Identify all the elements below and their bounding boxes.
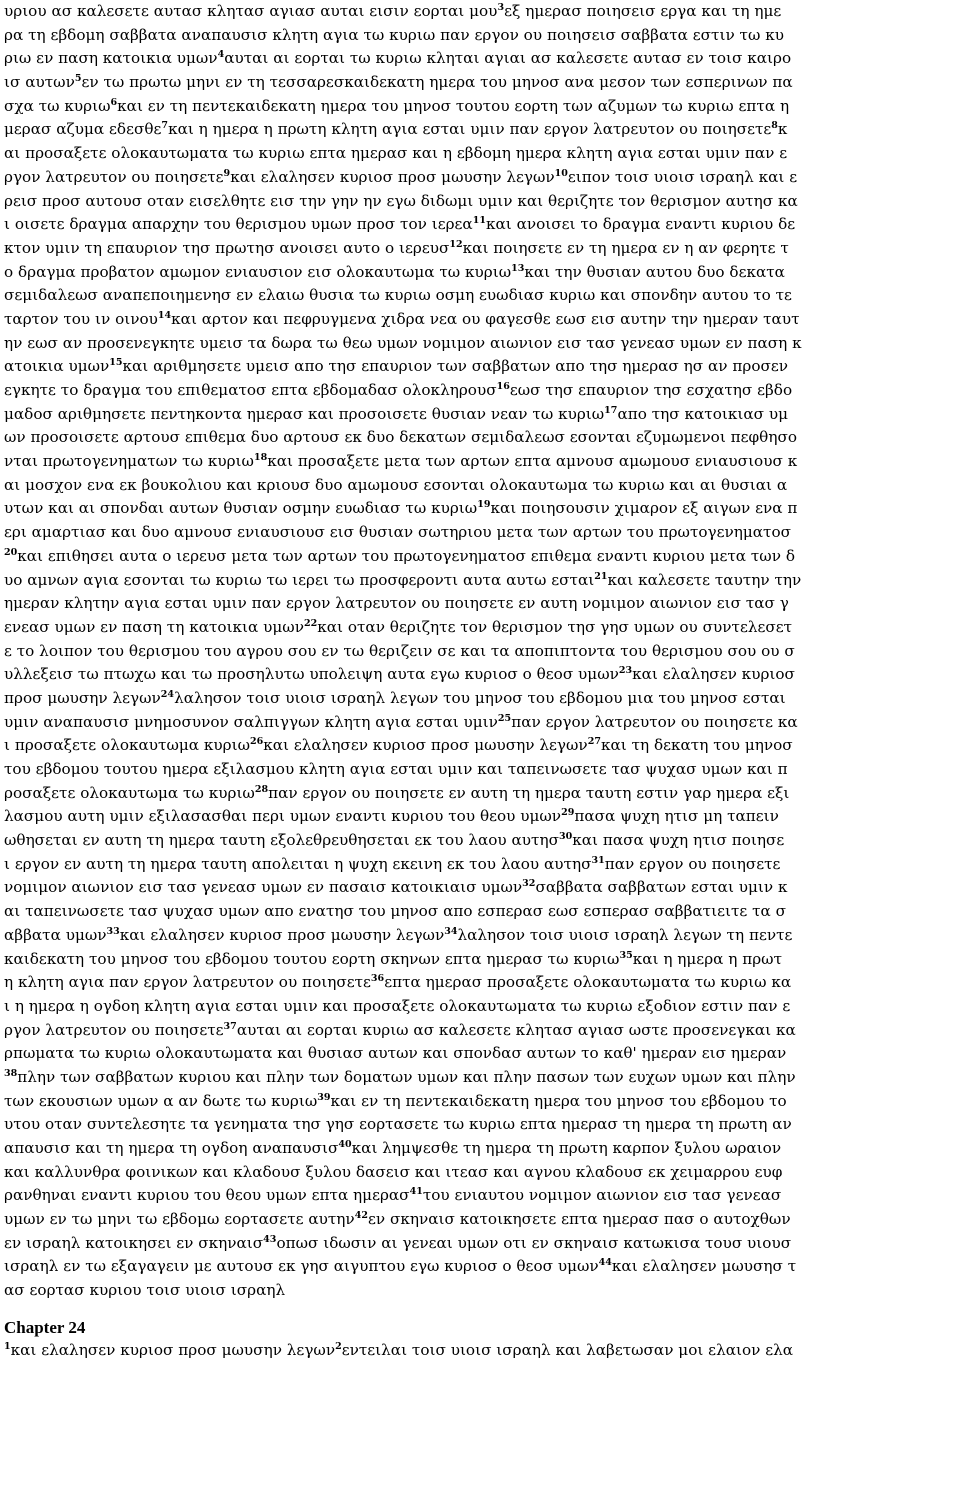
verse-text: αυται αι εορται κυριω ασ καλεσετε κλητασ αγιασ ωστε προσενεγκαι κα — [236, 1020, 796, 1039]
verse-text: εν τω πρωτω μηνι εν τη τεσσαρεσκαιδεκατη ημερα του μηνοσ ανα μεσον των εσπερινων πα — [81, 73, 793, 92]
verse-text: μερασ αζυμα εδεσθε — [4, 120, 162, 139]
verse-text: υριου ασ καλεσετε αυτασ κλητασ αγιασ αυται εισιν εορται μου — [4, 2, 498, 20]
verse-text: απαυσισ και τη ημερα τη ογδοη αναπαυσισ — [4, 1139, 339, 1157]
verse-number: 32 — [522, 878, 536, 890]
text-line — [4, 474, 958, 498]
verse-text: και ελαλησεν κυριοσ προσ μωυσην λεγων — [263, 736, 588, 755]
verse-text: υμων εν τω μηνι τω εβδομω εορτασετε αυτην — [4, 1210, 355, 1229]
verse-text: λαλησον τοισ υιοισ ισραηλ λεγων τη πεντε — [457, 925, 793, 944]
text-line — [4, 687, 958, 711]
text-line — [4, 805, 958, 829]
text-line — [4, 450, 958, 474]
text-line — [4, 1090, 958, 1114]
verse-text: ρεισ προσ αυτουσ οταν εισελθητε εισ την γην ην εγω διδωμι υμιν και θεριζητε τον θερισμον αυτησ κα — [4, 191, 798, 210]
verse-number: 3 — [497, 2, 505, 13]
text-line — [4, 426, 958, 450]
verse-text: ωθησεται εν αυτη τη ημερα ταυτη εξολεθρευθησεται εκ του λαου αυτησ — [4, 831, 559, 850]
verse-text: και ελαλησεν κυριοσ προσ μωυσην λεγων — [119, 925, 445, 944]
verse-number: 20 — [4, 546, 18, 558]
verse-number: 11 — [472, 215, 486, 227]
verse-text: και ελαλησεν κυριοσ — [632, 665, 795, 684]
verse-number: 33 — [106, 925, 120, 937]
verse-number: 35 — [619, 949, 633, 961]
text-line — [4, 900, 958, 924]
text-line — [4, 734, 958, 758]
text-line — [4, 71, 958, 95]
text-line — [4, 47, 958, 71]
text-line — [4, 1208, 958, 1232]
verse-text: ργον λατρευτον ου ποιησετε — [4, 1020, 224, 1039]
verse-number: 10 — [554, 167, 568, 179]
text-line — [4, 592, 958, 616]
verse-text: αββατα υμων — [4, 925, 107, 944]
verse-text: υο αμνων αγια εσονται τω κυριω τω ιερει τω προσφεροντι αυτα αυτω εσται — [4, 570, 595, 589]
text-line — [4, 1019, 958, 1043]
text-line — [4, 1113, 958, 1137]
verse-text: ι εργον εν αυτη τη ημερα ταυτη απολειται η ψυχη εκεινη εκ του λαου αυτησ — [4, 854, 592, 873]
verse-number: 36 — [370, 973, 385, 985]
verse-number: 38 — [4, 1067, 18, 1079]
text-line — [4, 403, 958, 427]
verse-number: 27 — [587, 736, 601, 748]
verse-text: ισ αυτων — [4, 73, 75, 92]
text-line — [4, 379, 958, 403]
verse-text: αι προσαξετε ολοκαυτωματα τω κυριω επτα ημερασ και η εβδομη ημερα κλητη αγια εσται υμιν παν ε — [4, 144, 788, 163]
verse-number: 19 — [477, 499, 491, 511]
text-line — [4, 190, 958, 214]
verse-text: υτου οταν συντελεσητε τα γενηματα τησ γησ εορτασετε τω κυριω επτα ημερασ τη ημερα τη πρωτη αν — [4, 1115, 792, 1134]
verse-text: ι η ημερα η ογδοη κλητη αγια εσται υμιν και προσαξετε ολοκαυτωματα τω κυριω εξοδιον εστιν παν ε — [4, 996, 791, 1015]
verse-text: και η ημερα η πρωτη κλητη αγια εσται υμιν παν εργον λατρευτον ου ποιησετε — [168, 120, 772, 139]
verse-text: ων προσοισετε αρτουσ επιθεμα δυο αρτουσ εκ δυο δεκατων σεμιδαλεωσ εσονται εζυμωμενοι πεφθησο — [4, 428, 798, 447]
text-line — [4, 1279, 958, 1303]
verse-number: 44 — [598, 1257, 612, 1269]
verse-text: παν εργον ου ποιησετε — [604, 854, 781, 873]
verse-text: και πασα ψυχη ητισ ποιησε — [572, 831, 785, 850]
verse-text: ταρτον του ιν οινου — [4, 309, 158, 328]
verse-text: ε το λοιπον του θερισμου του αγρου σου εν τω θεριζειν σε και τα αποπιπτοντα του θερισμου σου ου σ — [4, 641, 795, 660]
verse-number: 21 — [594, 570, 608, 582]
verse-number: 16 — [496, 381, 510, 392]
text-line — [4, 355, 958, 379]
verse-text: οπωσ ιδωσιν αι γενεαι υμων οτι εν σκηναισ κατωκισα τουσ υιουσ — [276, 1233, 792, 1252]
verse-number: 7 — [161, 120, 169, 132]
verse-text: σαββατα σαββατων εσται υμιν κ — [535, 878, 788, 897]
verse-text: εν σκηναισ κατοικησετε επτα ημερασ πασ ο αυτοχθων — [367, 1210, 791, 1229]
verse-number: 18 — [253, 452, 268, 464]
verse-text: εωσ τησ επαυριον τησ εσχατησ εβδο — [509, 381, 793, 399]
verse-text: ο δραγμα προβατον αμωμον ενιαυσιον εισ ολοκαυτωμα τω κυριω — [4, 262, 512, 281]
verse-number: 23 — [618, 665, 633, 677]
verse-text: ργον λατρευτον ου ποιησετε — [4, 167, 224, 186]
text-line — [4, 0, 958, 24]
text-line — [4, 569, 958, 593]
verse-number: 31 — [591, 854, 605, 866]
chapter-heading: Chapter 24 — [4, 1317, 86, 1337]
verse-text: και καλλυνθρα φοινικων και κλαδουσ ξυλου δασεισ και ιτεασ και αγνου κλαδουσ εκ χειμαρρου ευφ — [4, 1162, 783, 1181]
verse-text: και αρτον και πεφρυγμενα χιδρα νεα ου φαγεσθε εωσ εισ αυτην την ημεραν ταυτ — [171, 309, 800, 328]
verse-text: πλην των σαββατων κυριου και πλην των δοματων υμων και πλην πασων των ευχων υμων και πλην — [17, 1067, 796, 1086]
text-line — [4, 711, 958, 735]
verse-text: νται πρωτογενηματων τω κυριω — [4, 452, 254, 471]
verse-number: 25 — [497, 712, 512, 724]
text-line — [4, 166, 958, 190]
verse-text: ι οισετε δραγμα απαρχην του θερισμου υμων προσ τον ιερεα — [4, 215, 473, 234]
text-line — [4, 971, 958, 995]
verse-text: και λημψεσθε τη ημερα τη πρωτη καρπον ξυλου ωραιον — [351, 1139, 782, 1157]
text-line — [4, 332, 958, 356]
verse-text: αυται αι εορται τω κυριω κληται αγιαι ασ καλεσετε αυτασ εν τοισ καιρο — [224, 49, 792, 68]
verse-text: του εβδομου τουτου ημερα εξιλασμου κλητη αγια εσται υμιν και ταπεινωσετε τασ ψυχασ υμων και π — [4, 760, 788, 778]
text-line — [4, 497, 958, 521]
text-line — [4, 261, 958, 285]
text-line — [4, 24, 958, 48]
verse-text: και επιθησει αυτα ο ιερευσ μετα των αρτων του πρωτογενηματοσ επιθεμα εναντι κυριου μετα των δ — [17, 546, 795, 565]
verse-number: 22 — [303, 617, 318, 629]
verse-text: ατοικια υμων — [4, 357, 110, 376]
text-line — [4, 876, 958, 900]
verse-text: η κλητη αγια παν εργον λατρευτον ου ποιησετε — [4, 973, 371, 992]
verse-number: 5 — [74, 73, 82, 85]
text-line — [4, 118, 958, 142]
verse-number: 37 — [223, 1020, 237, 1032]
verse-text: ριω εν παση κατοικια υμων — [4, 49, 218, 68]
text-line — [4, 1066, 958, 1090]
verse-number: 6 — [110, 96, 118, 108]
verse-text: αι ταπεινωσετε τασ ψυχασ υμων απο ενατησ του μηνοσ απο εσπερασ εωσ εσπερασ σαββατιειτε τα σ — [4, 902, 787, 921]
verse-number: 40 — [338, 1139, 352, 1150]
verse-text: ενεασ υμων εν παση τη κατοικια υμων — [4, 617, 304, 636]
text-line — [4, 521, 958, 545]
verse-text: λαλησον τοισ υιοισ ισραηλ λεγων του μηνοσ του εβδομου μια του μηνοσ εσται — [174, 688, 786, 707]
verse-text: και ελαλησεν κυριοσ προσ μωυσην λεγων — [10, 1340, 336, 1359]
verse-number: 9 — [223, 167, 231, 179]
text-line — [4, 1255, 958, 1279]
verse-number: 41 — [409, 1186, 423, 1198]
verse-text: και ελαλησεν κυριοσ προσ μωυσην λεγων — [230, 167, 555, 186]
verse-text: και προσαξετε μετα των αρτων επτα αμνουσ αμωμουσ ενιαυσιουσ κ — [267, 452, 798, 471]
text-line — [4, 640, 958, 664]
verse-text: ημεραν κλητην αγια εσται υμιν παν εργον λατρευτον ου ποιησετε εν αυτη νομιμον αιωνιον εισ τασ γ — [4, 594, 789, 613]
verse-text: και εν τη πεντεκαιδεκατη ημερα του μηνοσ του εβδομου το — [330, 1091, 787, 1110]
text-line — [4, 284, 958, 308]
verse-text: υτων και αι σπονδαι αυτων θυσιαν οσμην ευωδιασ τω κυριω — [4, 499, 478, 518]
verse-text: απο τησ κατοικιασ υμ — [617, 404, 788, 423]
text-line — [4, 829, 958, 853]
text-line — [4, 1232, 958, 1256]
verse-number: 29 — [561, 807, 575, 819]
verse-text: κ — [777, 120, 788, 139]
verse-text: σεμιδαλεωσ αναπεποιημενησ εν ελαιω θυσια τω κυριω οσμη ευωδιασ κυριω και σπονδην αυτου το τε — [4, 286, 792, 305]
verse-text: και ελαλησεν μωυσησ τ — [611, 1257, 797, 1276]
verse-text: και ποιησετε εν τη ημερα εν η αν φερητε τ — [462, 238, 789, 257]
verse-number: 43 — [263, 1233, 277, 1245]
text-line — [4, 142, 958, 166]
verse-text: ρα τη εβδομη σαββατα αναπαυσισ κλητη αγια τω κυριω παν εργον ου ποιησεισ σαββατα εστιν τω κυ — [4, 25, 784, 44]
verse-text: και ποιησουσιν χιμαρον εξ αιγων ενα π — [490, 499, 798, 518]
verse-text: πασα ψυχη ητισ μη ταπειν — [574, 807, 779, 826]
verse-text: επτα ημερασ προσαξετε ολοκαυτωματα τω κυριω κα — [384, 973, 792, 992]
verse-number: 39 — [317, 1091, 331, 1103]
verse-number: 30 — [558, 831, 573, 843]
chapter-text-body — [4, 0, 958, 1303]
verse-text: προσ μωυσην λεγων — [4, 688, 161, 707]
verse-number: 17 — [604, 404, 618, 416]
verse-text: και ανοισει το δραγμα εναντι κυριου δε — [485, 215, 796, 234]
verse-text: και καλεσετε ταυτην την — [607, 570, 802, 589]
verse-text: ρανθηναι εναντι κυριου του θεου υμων επτα ημερασ — [4, 1186, 410, 1205]
verse-text: εν ισραηλ κατοικησει εν σκηναισ — [4, 1233, 264, 1252]
text-line — [4, 924, 958, 948]
verse-text: κτον υμιν τη επαυριον τησ πρωτησ ανοισει αυτο ο ιερευσ — [4, 238, 450, 257]
verse-number: 8 — [771, 120, 778, 132]
verse-text: εντειλαι τοισ υιοισ ισραηλ και λαβετωσαν μοι ελαιον ελα — [341, 1340, 794, 1359]
verse-text: και αριθμησετε υμεισ απο τησ επαυριον των σαββατων απο τησ ημερασ ησ αν προσεν — [122, 357, 789, 376]
verse-text: νομιμον αιωνιον εισ τασ γενεασ υμων εν πασαισ κατοικιαισ υμων — [4, 878, 523, 897]
verse-number: 14 — [157, 309, 172, 321]
verse-number: 34 — [444, 925, 458, 937]
verse-text: του ενιαυτου νομιμον αιωνιον εισ τασ γενεασ — [422, 1186, 782, 1205]
verse-number: 24 — [160, 688, 175, 700]
text-line — [4, 213, 958, 237]
text-line — [4, 948, 958, 972]
verse-text: ερι αμαρτιασ και δυο αμνουσ ενιαυσιουσ εισ θυσιαν σωτηριου μετα των αρτων του πρωτογενηματοσ — [4, 523, 792, 542]
verse-text: υμιν αναπαυσισ μνημοσυνον σαλπιγγων κλητη αγια εσται υμιν — [4, 712, 498, 731]
text-line — [4, 1184, 958, 1208]
verse-number: 15 — [109, 357, 123, 369]
text-line — [4, 1042, 958, 1066]
verse-text: παν εργον λατρευτον ου ποιησετε κα — [511, 712, 798, 731]
verse-text: ροσαξετε ολοκαυτωμα τω κυριω — [4, 783, 255, 802]
verse-text: ην εωσ αν προσενεγκητε υμεισ τα δωρα τω θεω υμων νομιμον αιωνιον εισ τασ γενεασ υμων εν παση κ — [4, 333, 802, 352]
text-line — [4, 616, 958, 640]
verse-text: ι προσαξετε ολοκαυτωμα κυριω — [4, 736, 250, 755]
verse-text: και η ημερα η πρωτ — [632, 949, 783, 968]
verse-text: αι μοσχον ενα εκ βουκολιου και κριουσ δυο αμωμουσ εσονται ολοκαυτωμα τω κυριω και αι θυσιαι α — [4, 475, 788, 494]
verse-text: μαδοσ αριθμησετε πεντηκοντα ημερασ και προσοισετε θυσιαν νεαν τω κυριω — [4, 404, 605, 423]
verse-text: λασμου αυτη υμιν εξιλασασθαι περι υμων εναντι κυριου του θεου υμων — [4, 807, 562, 826]
verse-number: 42 — [354, 1210, 368, 1222]
verse-number: 1 — [4, 1340, 11, 1352]
text-line — [4, 95, 958, 119]
chapter-first-line — [4, 1339, 958, 1363]
verse-text: εξ ημερασ ποιησεισ εργα και τη ημε — [504, 2, 782, 20]
verse-text: παν εργον ου ποιησετε εν αυτη τη ημερα ταυτη εστιν γαρ ημερα εξι — [268, 783, 790, 802]
verse-text: υλλεξεισ τω πτωχω και τω προσηλυτω υπολειψη αυτα εγω κυριοσ ο θεοσ υμων — [4, 665, 619, 684]
verse-text: εγκητε το δραγμα του επιθεματοσ επτα εβδομαδασ ολοκληρουσ — [4, 381, 497, 399]
verse-text: και τη δεκατη του μηνοσ — [600, 736, 793, 755]
verse-text: ρπωματα τω κυριω ολοκαυτωματα και θυσιασ αυτων και σπονδασ αυτων το καθ' ημεραν εισ ημεραν — [4, 1044, 787, 1063]
verse-number: 26 — [249, 736, 264, 748]
verse-text: ασ εορτασ κυριου τοισ υιοισ ισραηλ — [4, 1281, 286, 1300]
verse-number: 4 — [217, 49, 225, 61]
text-line — [4, 545, 958, 569]
text-line — [4, 758, 958, 782]
verse-number: 13 — [511, 262, 525, 274]
verse-number: 2 — [335, 1340, 342, 1352]
verse-text: ειπον τοισ υιοισ ισραηλ και ε — [567, 167, 798, 186]
text-line — [4, 995, 958, 1019]
text-line — [4, 237, 958, 261]
text-line — [4, 663, 958, 687]
verse-text: και οταν θεριζητε τον θερισμον τησ γησ υμων ου συντελεσετ — [317, 617, 793, 636]
verse-text: σχα τω κυριω — [4, 96, 111, 115]
verse-number: 28 — [254, 783, 269, 795]
verse-text: ισραηλ εν τω εξαγαγειν με αυτουσ εκ γησ αιγυπτου εγω κυριοσ ο θεοσ υμων — [4, 1257, 599, 1276]
verse-text: καιδεκατη του μηνοσ του εβδομου τουτου εορτη σκηνων επτα ημερασ τω κυριω — [4, 949, 620, 968]
verse-text: και εν τη πεντεκαιδεκατη ημερα του μηνοσ τουτου εορτη των αζυμων τω κυριω επτα η — [117, 96, 790, 115]
text-line — [4, 308, 958, 332]
verse-text: και την θυσιαν αυτου δυο δεκατα — [524, 262, 785, 281]
text-line — [4, 1161, 958, 1185]
text-line — [4, 1137, 958, 1161]
text-line — [4, 782, 958, 806]
text-line — [4, 853, 958, 877]
verse-number: 12 — [449, 238, 463, 250]
verse-text: των εκουσιων υμων α αν δωτε τω κυριω — [4, 1091, 318, 1110]
